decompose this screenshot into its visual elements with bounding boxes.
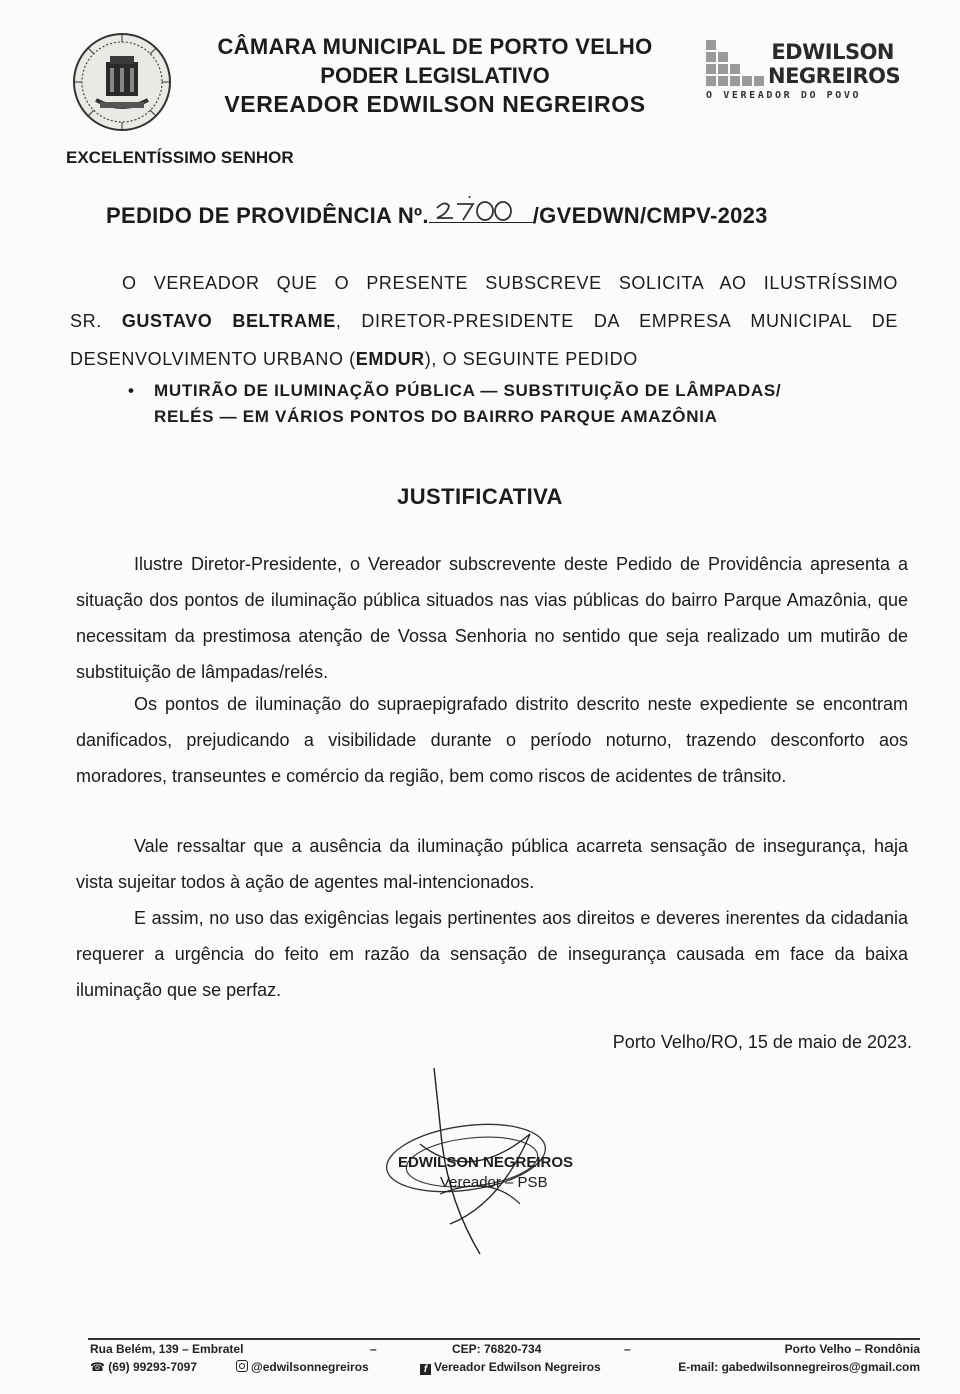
intro-line-3-a: DESENVOLVIMENTO URBANO ( (70, 349, 356, 369)
paragraph-3-text: Vale ressaltar que a ausência da iluminação pública acarreta sensação de insegurança, haja vista sujeitar todos à ação de agentes mal-intencionados. (76, 836, 908, 892)
intro-line-1: O VEREADOR QUE O PRESENTE SUBSCREVE SOLICITA AO ILUSTRÍSSIMO (122, 273, 898, 293)
intro-line-2-b: , DIRETOR-PRESIDENTE DA EMPRESA MUNICIPAL DE (335, 311, 898, 331)
legislative-power: PODER LEGISLATIVO (320, 63, 550, 88)
brand-name-line2: NEGREIROS (768, 64, 901, 88)
request-item-line-1: MUTIRÃO DE ILUMINAÇÃO PÚBLICA — SUBSTITUIÇÃO DE LÂMPADAS/ (154, 381, 782, 400)
instagram-handle: @edwilsonnegreiros (251, 1360, 369, 1374)
salutation: EXCELENTÍSSIMO SENHOR (66, 148, 294, 167)
chamber-name: CÂMARA MUNICIPAL DE PORTO VELHO (217, 34, 653, 59)
footer-divider (88, 1338, 920, 1340)
request-number (106, 200, 768, 229)
facebook-icon: f (420, 1364, 431, 1375)
signer-name: EDWILSON NEGREIROS (398, 1154, 574, 1171)
footer-separator-1: – (370, 1342, 377, 1356)
intro-paragraph (70, 264, 898, 378)
request-suffix: /GVEDWN/CMPV-2023 (532, 203, 768, 228)
justification-paragraph-4 (76, 900, 908, 1008)
header (180, 32, 690, 119)
brand-slogan: O VEREADOR DO POVO (706, 90, 862, 101)
footer-instagram[interactable] (236, 1360, 369, 1374)
signer-role: Vereador – PSB (440, 1174, 548, 1191)
justification-paragraph-2 (76, 686, 908, 794)
footer-facebook[interactable] (420, 1360, 601, 1375)
footer-city: Porto Velho – Rondônia (784, 1342, 920, 1356)
bullet-icon: • (128, 381, 135, 400)
footer-email[interactable]: E-mail: gabedwilsonnegreiros@gmail.com (678, 1360, 920, 1374)
footer-address: Rua Belém, 139 – Embratel (90, 1342, 244, 1356)
footer-separator-2: – (624, 1342, 631, 1356)
intro-line-3 (70, 340, 898, 378)
justification-paragraph-1 (76, 546, 908, 690)
paragraph-4-text: E assim, no uso das exigências legais pertinentes aos direitos e deveres inerentes da cidadania requerer a urgência do feito em razão da sensação de insegurança causada em face da baixa iluminação que se perfaz. (76, 908, 908, 1000)
company-acronym: EMDUR (355, 349, 425, 369)
justification-title: JUSTIFICATIVA (397, 484, 563, 509)
request-prefix: PEDIDO DE PROVIDÊNCIA Nº. (106, 203, 429, 228)
coat-of-arms-icon (70, 30, 174, 134)
instagram-icon (236, 1360, 248, 1372)
intro-line-2 (70, 302, 898, 340)
brand-logo (704, 38, 901, 108)
request-item-line-2: RELÉS — EM VÁRIOS PONTOS DO BAIRRO PARQUE AMAZÔNIA (154, 407, 718, 426)
brand-squares-icon (706, 38, 772, 88)
brand-name (768, 40, 901, 88)
footer-cep: CEP: 76820-734 (452, 1342, 542, 1356)
paragraph-2-text: Os pontos de iluminação do supraepigrafado distrito descrito neste expediente se encontram danificados, prejudicando a visibilidade durante o período noturno, trazendo desconforto aos moradores, transeuntes e comércio da região, bem como riscos de acidentes de trânsito. (76, 694, 908, 786)
director-name: GUSTAVO BELTRAME (121, 311, 336, 331)
intro-line-2-a: SR. (70, 311, 122, 331)
justification-paragraph-3 (76, 828, 908, 900)
paragraph-1-text: Ilustre Diretor-Presidente, o Vereador subscrevente deste Pedido de Providência apresenta a situação dos pontos de iluminação pública situados nas vias públicas do bairro Parque Amazônia, que necessitam da prestimosa atenção de Vossa Senhoria no sentido que seja realizado um mutirão de substituição de lâmpadas/relés. (76, 554, 908, 682)
councilor-title: VEREADOR EDWILSON NEGREIROS (224, 91, 646, 117)
brand-name-line1: EDWILSON (771, 40, 894, 64)
handwritten-number (429, 200, 533, 223)
request-item (128, 378, 908, 430)
date-line: Porto Velho/RO, 15 de maio de 2023. (612, 1032, 912, 1052)
footer-phone: ☎ (69) 99293-7097 (90, 1360, 198, 1374)
intro-line-3-b: ), O SEGUINTE PEDIDO (424, 349, 638, 369)
facebook-name: Vereador Edwilson Negreiros (434, 1360, 601, 1374)
